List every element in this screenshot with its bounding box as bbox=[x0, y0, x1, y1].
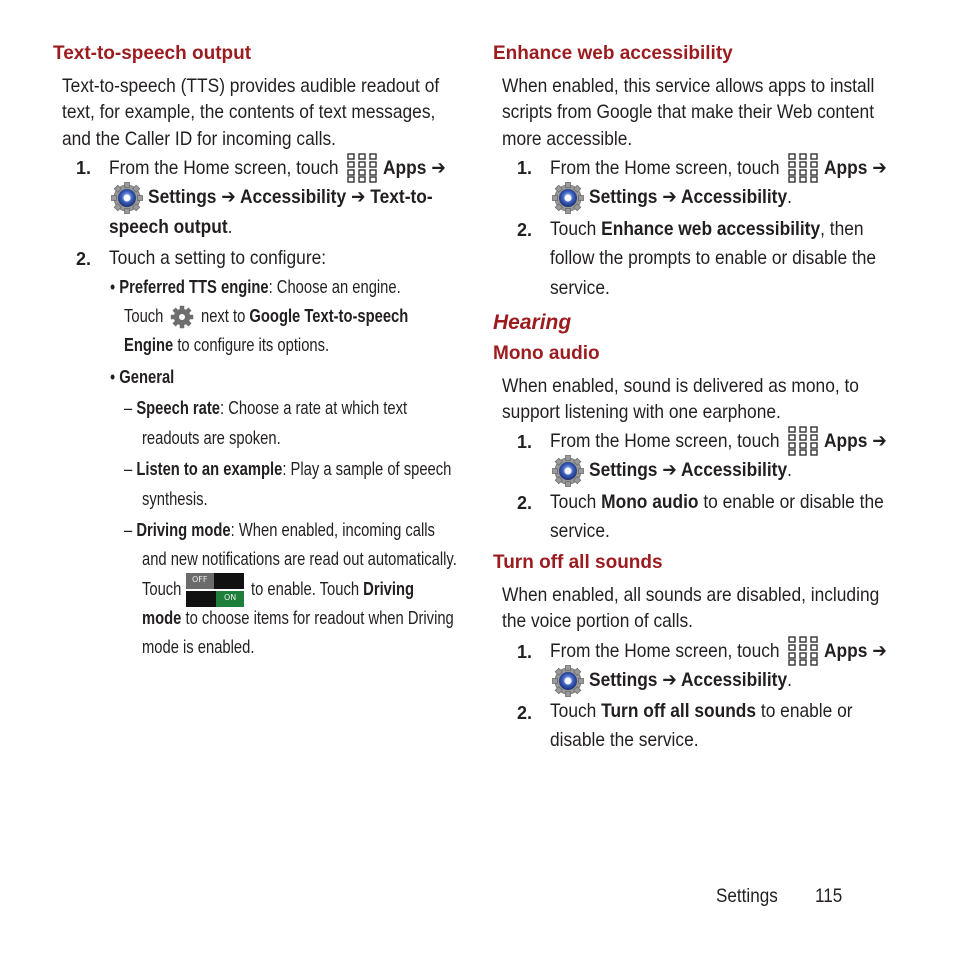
dash-item: – Speech rate: Choose a rate at which text bbox=[124, 398, 408, 418]
settings-path: Settings ➔ Accessibility. bbox=[589, 669, 792, 691]
step-text: Touch Mono audio to enable or disable the bbox=[550, 491, 884, 513]
bullet-item: • General bbox=[110, 367, 175, 387]
step-text: service. bbox=[550, 277, 610, 299]
apps-icon bbox=[347, 153, 377, 183]
settings-icon bbox=[111, 182, 143, 214]
engine-text: next to Google Text-to-speech bbox=[201, 306, 409, 326]
step-number: 1. bbox=[517, 432, 533, 452]
step-number: 2. bbox=[517, 703, 533, 723]
dash-text: to enable. Touch Driving bbox=[251, 579, 415, 599]
step-number: 1. bbox=[517, 642, 533, 662]
section-heading: Turn off all sounds bbox=[493, 552, 663, 573]
settings-icon bbox=[552, 455, 584, 487]
dash-text: mode to choose items for readout when Driving bbox=[142, 608, 454, 628]
step-text: disable the service. bbox=[550, 729, 699, 751]
intro-line: and the Caller ID for incoming calls. bbox=[62, 128, 336, 150]
section-heading: Enhance web accessibility bbox=[493, 43, 733, 64]
dash-item: – Driving mode: When enabled, incoming calls bbox=[124, 520, 435, 540]
touch-text: Touch bbox=[124, 306, 164, 326]
intro-line: When enabled, sound is delivered as mono, to bbox=[502, 375, 859, 397]
bullet-item: • Preferred TTS engine: Choose an engine. bbox=[110, 277, 401, 297]
settings-path: Settings ➔ Accessibility. bbox=[589, 186, 792, 208]
driving-mode-toggle-icon: OFF ON bbox=[186, 573, 244, 607]
settings-path: Settings ➔ Accessibility. bbox=[589, 459, 792, 481]
apps-icon bbox=[788, 636, 818, 666]
apps-icon bbox=[788, 426, 818, 456]
step-text: From the Home screen, touch bbox=[550, 430, 780, 452]
step-number: 2. bbox=[517, 220, 533, 240]
step-number: 1. bbox=[76, 158, 92, 178]
step-text: From the Home screen, touch bbox=[550, 157, 780, 179]
tts-label: speech output. bbox=[109, 216, 233, 238]
step-text: From the Home screen, touch bbox=[550, 640, 780, 662]
intro-line: When enabled, all sounds are disabled, including bbox=[502, 584, 880, 606]
page-number: 115 bbox=[815, 886, 843, 907]
settings-icon bbox=[552, 182, 584, 214]
intro-line: the voice portion of calls. bbox=[502, 610, 694, 632]
dash-text: mode is enabled. bbox=[142, 637, 255, 657]
step-number: 2. bbox=[517, 493, 533, 513]
dash-text: synthesis. bbox=[142, 489, 208, 509]
section-heading: Text-to-speech output bbox=[53, 43, 252, 64]
settings-path: Settings ➔ Accessibility ➔ Text-to- bbox=[148, 186, 433, 208]
intro-line: When enabled, this service allows apps to install bbox=[502, 75, 875, 97]
step-text: Touch Enhance web accessibility, then bbox=[550, 218, 864, 240]
gear-icon bbox=[170, 305, 194, 329]
intro-line: more accessible. bbox=[502, 128, 633, 150]
section-heading: Mono audio bbox=[493, 343, 600, 364]
step-text: From the Home screen, touch bbox=[109, 157, 339, 179]
subsection-title: Hearing bbox=[493, 311, 572, 334]
apps-label: Apps ➔ bbox=[383, 157, 446, 179]
engine-text: Engine to configure its options. bbox=[124, 335, 330, 355]
apps-label: Apps ➔ bbox=[824, 430, 887, 452]
step-number: 1. bbox=[517, 158, 533, 178]
step-text: follow the prompts to enable or disable the bbox=[550, 247, 877, 269]
step-text: Touch Turn off all sounds to enable or bbox=[550, 700, 853, 722]
settings-icon bbox=[552, 665, 584, 697]
dash-item: – Listen to an example: Play a sample of speech bbox=[124, 459, 452, 479]
apps-label: Apps ➔ bbox=[824, 640, 887, 662]
dash-text: readouts are spoken. bbox=[142, 428, 281, 448]
step-number: 2. bbox=[76, 249, 92, 269]
intro-line: support listening with one earphone. bbox=[502, 401, 781, 423]
step-text: Touch a setting to configure: bbox=[109, 247, 327, 269]
intro-line: text, for example, the contents of text messages, bbox=[62, 101, 436, 123]
touch-text: Touch bbox=[142, 579, 182, 599]
apps-icon bbox=[788, 153, 818, 183]
intro-line: Text-to-speech (TTS) provides audible readout of bbox=[62, 75, 440, 97]
apps-label: Apps ➔ bbox=[824, 157, 887, 179]
dash-text: and new notifications are read out automatically. bbox=[142, 549, 457, 569]
footer-section: Settings bbox=[716, 886, 778, 907]
intro-line: scripts from Google that make their Web content bbox=[502, 101, 875, 123]
step-text: service. bbox=[550, 520, 610, 542]
